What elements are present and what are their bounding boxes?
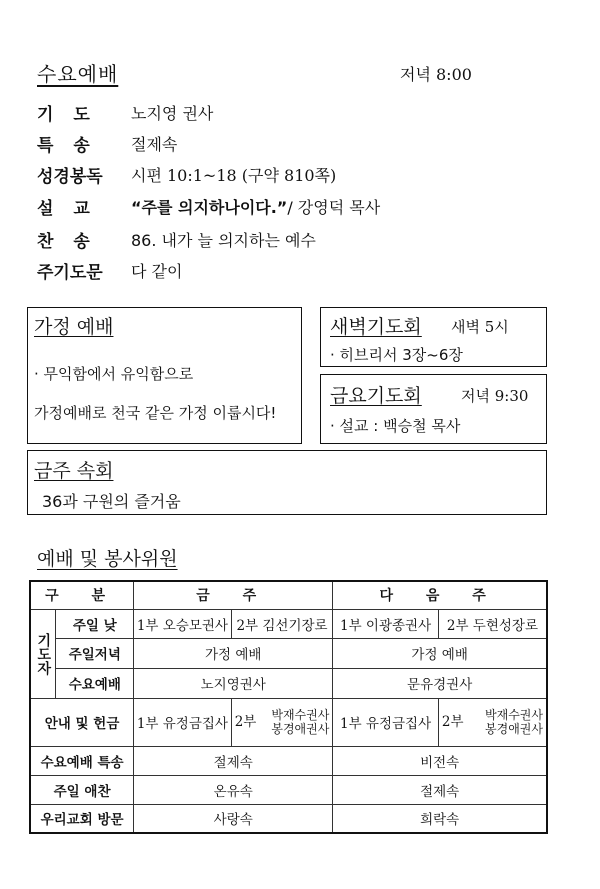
row-label: 특송	[37, 135, 110, 156]
row-label-sunday-day: 주일 낮	[56, 609, 134, 638]
row-sermon	[37, 194, 380, 218]
row-value: 노지영 권사	[131, 103, 214, 123]
table-row	[30, 698, 547, 746]
cell-value: 1부 오승모권사	[134, 609, 232, 638]
row-label-wed-special: 수요예배 특송	[30, 746, 134, 775]
family-worship-title: 가정 예배	[34, 316, 114, 338]
dawn-prayer-line: · 히브리서 3장~6장	[330, 346, 463, 364]
cell-value	[438, 698, 547, 746]
friday-prayer-title: 금요기도회	[330, 385, 422, 407]
cell-group-box	[27, 450, 547, 515]
row-hymn	[37, 227, 316, 251]
cell-value: 2부 김선기장로	[231, 609, 333, 638]
row-label-usher: 안내 및 헌금	[30, 698, 134, 746]
cell-value: 2부 두현성장로	[438, 609, 547, 638]
row-label: 설교	[37, 198, 110, 219]
table-row	[30, 609, 547, 638]
row-label-sunday-choir: 주일 애찬	[30, 775, 134, 804]
row-value: 시편 10:1~18 (구약 810쪽)	[131, 165, 337, 185]
dawn-prayer-box	[320, 307, 547, 367]
cell-name: 박재수권사	[485, 708, 543, 722]
row-value: / 강영덕 목사	[287, 197, 381, 217]
row-label: 기도	[37, 104, 110, 125]
cell-value: 희락속	[333, 804, 547, 833]
header-category: 구 분	[30, 581, 134, 609]
header-this-week: 금 주	[134, 581, 333, 609]
table-row	[30, 638, 547, 668]
row-label: 주기도문	[37, 262, 103, 283]
family-worship-box	[27, 307, 302, 444]
cell-value: 1부 유정금집사	[333, 698, 439, 746]
prayer-group-text: 기도자	[35, 632, 52, 675]
row-scripture	[37, 162, 336, 186]
cell-group-line: 36과 구원의 즐거움	[42, 492, 181, 511]
prayer-group-label	[30, 609, 56, 698]
header-next-week: 다 음 주	[333, 581, 547, 609]
sermon-title: “주를 의지하나이다.”	[131, 197, 288, 217]
cell-name: 봉경애권사	[271, 722, 330, 736]
table-row	[30, 804, 547, 833]
row-label-wednesday: 수요예배	[56, 668, 134, 698]
cell-value: 가정 예배	[333, 638, 547, 668]
table-row	[30, 668, 547, 698]
row-label-visit: 우리교회 방문	[30, 804, 134, 833]
cell-name: 봉경애권사	[485, 722, 543, 736]
cell-value: 절제속	[134, 746, 333, 775]
row-label-sunday-evening: 주일저녁	[56, 638, 134, 668]
cell-value: 1부 이광종권사	[333, 609, 439, 638]
wednesday-service-time: 저녁 8:00	[400, 65, 472, 84]
cell-value: 사랑속	[134, 804, 333, 833]
row-value: 다 같이	[131, 261, 183, 281]
cell-name: 박재수권사	[271, 708, 330, 722]
family-worship-line2: 가정예배로 천국 같은 가정 이룹시다!	[34, 404, 277, 422]
cell-value	[231, 698, 333, 746]
cell-value: 온유속	[134, 775, 333, 804]
table-header-row	[30, 581, 547, 609]
table-row	[30, 746, 547, 775]
cell-value: 비전속	[333, 746, 547, 775]
table-row	[30, 775, 547, 804]
cell-value: 가정 예배	[134, 638, 333, 668]
row-lords-prayer	[37, 258, 182, 282]
duty-section-title: 예배 및 봉사위원	[37, 548, 178, 570]
row-special-song	[37, 131, 177, 155]
cell-value: 문유경권사	[333, 668, 547, 698]
cell-value: 노지영권사	[134, 668, 333, 698]
row-value: 절제속	[131, 134, 178, 154]
row-label: 성경봉독	[37, 166, 103, 187]
row-prayer	[37, 100, 213, 124]
dawn-prayer-title: 새벽기도회	[330, 316, 422, 338]
wednesday-service-title: 수요예배	[37, 62, 119, 86]
cell-value: 절제속	[333, 775, 547, 804]
cell-number: 2부	[234, 714, 257, 730]
dawn-prayer-time: 새벽 5시	[451, 318, 509, 336]
friday-prayer-time: 저녁 9:30	[461, 387, 529, 405]
friday-prayer-box	[320, 374, 547, 444]
cell-value: 1부 유정금집사	[134, 698, 232, 746]
duty-table	[29, 580, 548, 834]
family-worship-line1: · 무익함에서 유익함으로	[34, 365, 194, 383]
row-value: 86. 내가 늘 의지하는 예수	[131, 230, 316, 250]
cell-number: 2부	[441, 714, 464, 730]
row-label: 찬송	[37, 231, 110, 252]
friday-prayer-line: · 설교 : 백승철 목사	[330, 417, 461, 435]
cell-group-title: 금주 속회	[34, 460, 114, 482]
